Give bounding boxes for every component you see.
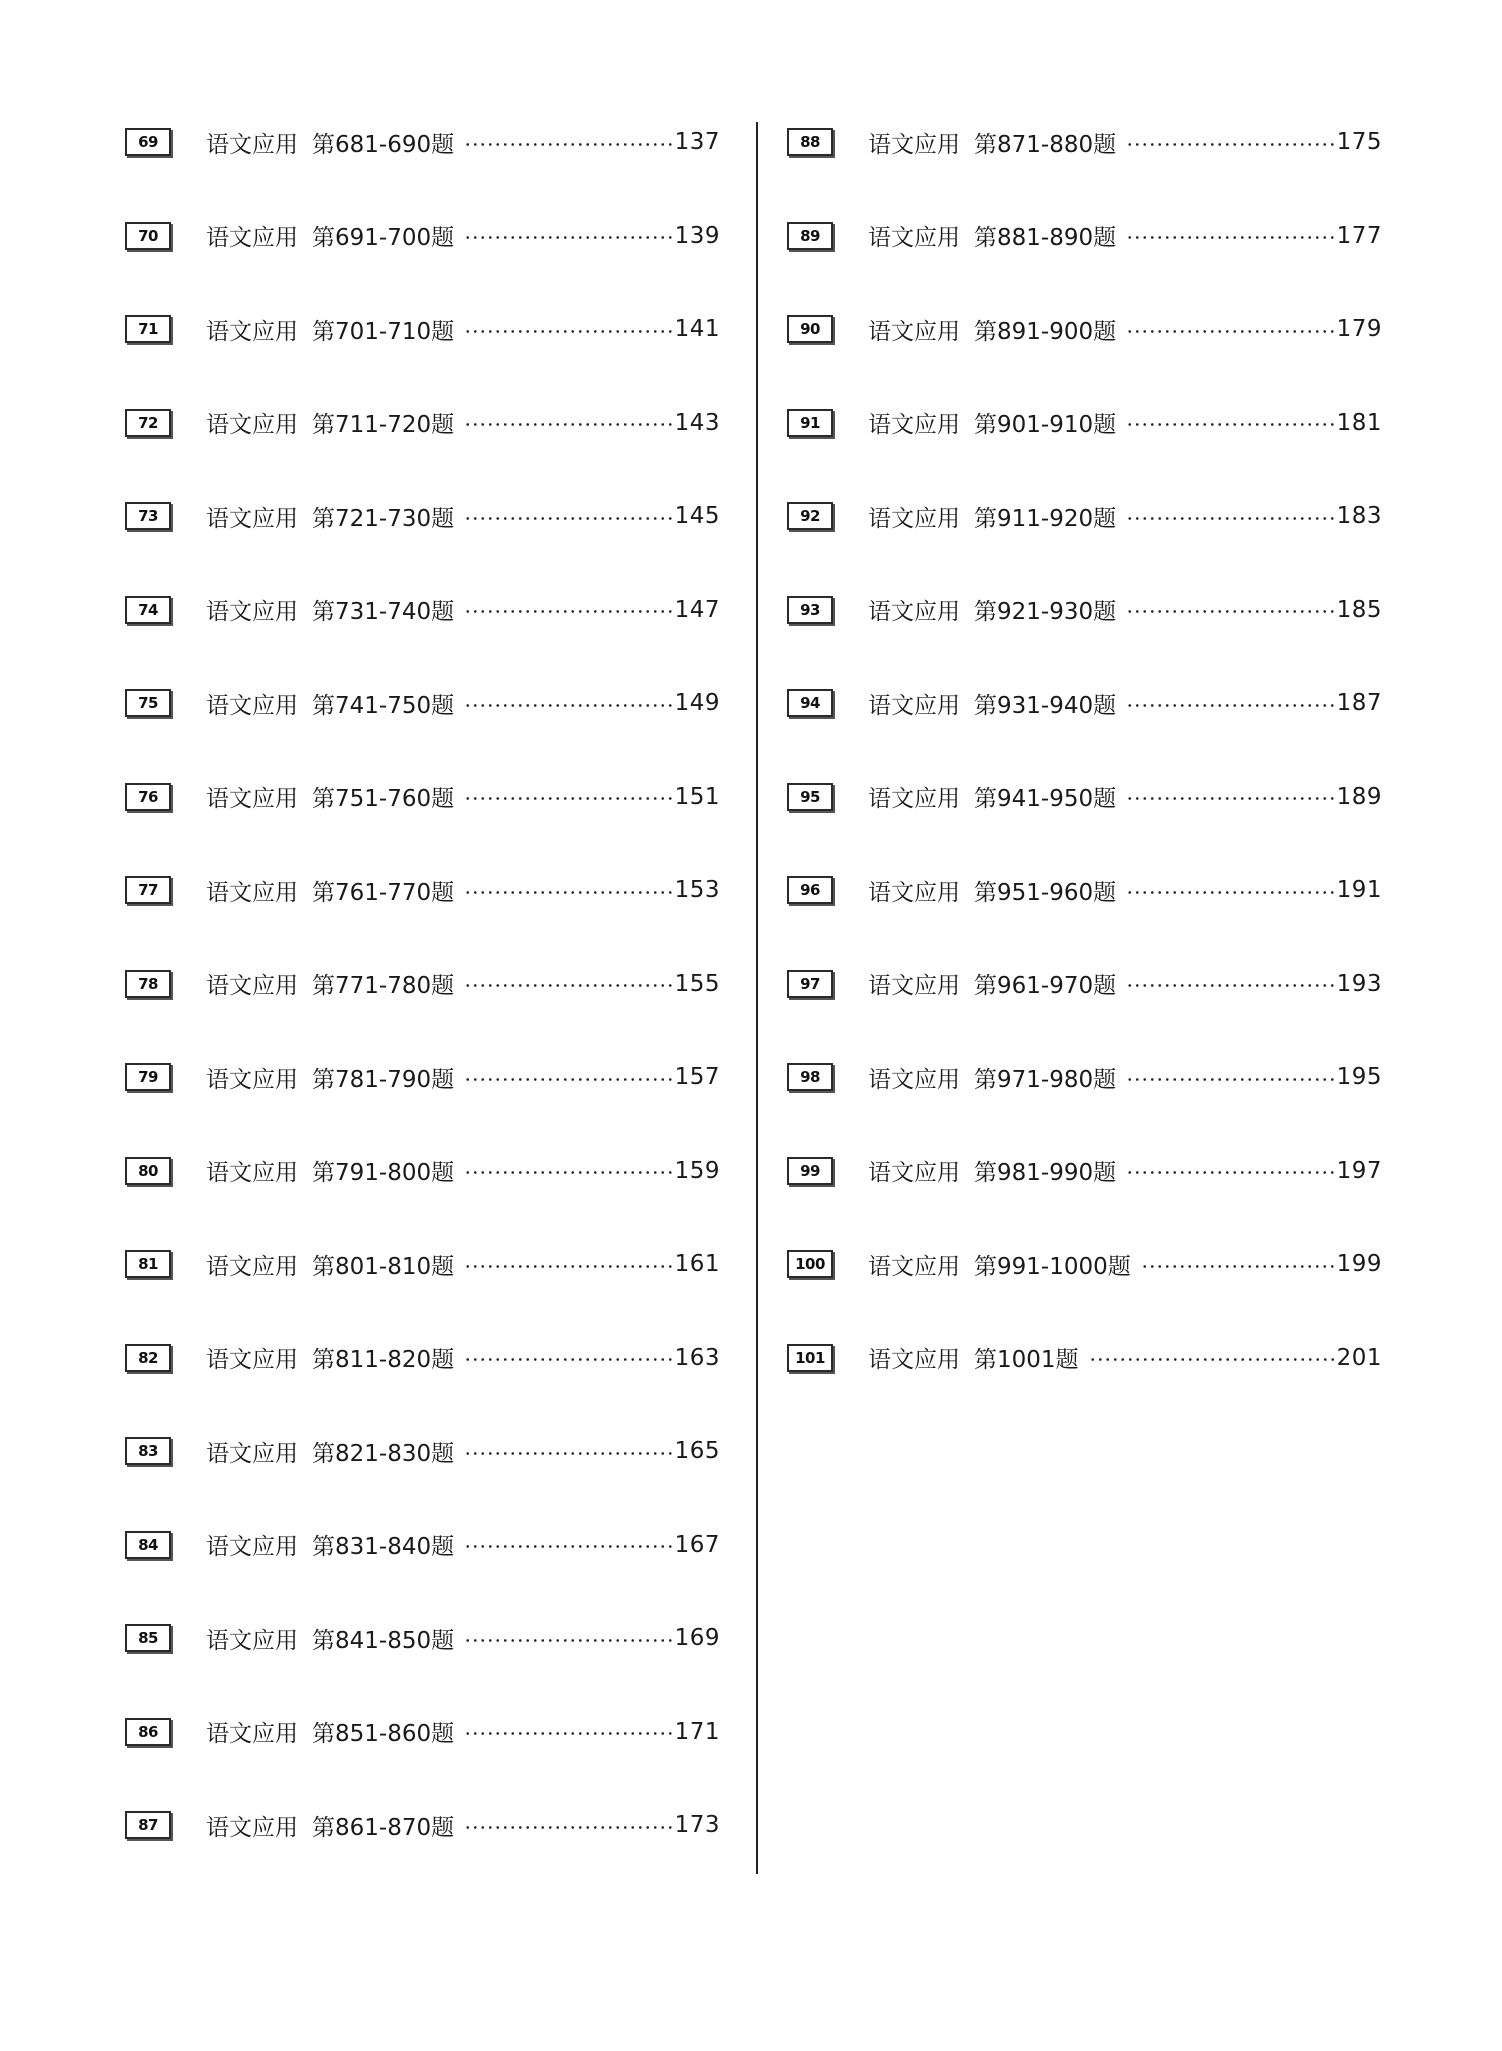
entry-question-range: 第711-720题	[312, 412, 455, 438]
dot-leader	[1126, 517, 1334, 520]
entry-page-number: 197	[1336, 1157, 1382, 1184]
entry-number-badge: 70	[125, 222, 171, 250]
entry-subject: 语文应用	[868, 692, 960, 719]
toc-entry[interactable]	[125, 1805, 720, 1845]
entry-subject: 语文应用	[206, 505, 298, 532]
entry-page-number: 151	[674, 783, 720, 810]
entry-question-range: 第821-830题	[312, 1440, 455, 1467]
entry-page-number: 169	[674, 1625, 720, 1651]
entry-number-badge: 86	[125, 1718, 171, 1746]
entry-question-range: 第731-740题	[312, 599, 455, 625]
toc-entry[interactable]	[787, 1338, 1382, 1378]
entry-subject: 语文应用	[206, 1721, 298, 1747]
entry-number-badge: 94	[787, 689, 833, 717]
entry-question-range: 第841-850题	[312, 1627, 455, 1654]
toc-entry[interactable]	[787, 590, 1382, 630]
toc-entry[interactable]	[125, 1244, 720, 1284]
entry-question-range: 第691-700题	[312, 225, 455, 251]
toc-entry[interactable]	[787, 309, 1382, 349]
dot-leader	[1126, 236, 1334, 239]
entry-number-badge: 75	[125, 689, 171, 717]
entry-question-range: 第761-770题	[312, 879, 455, 906]
dot-leader	[1126, 423, 1334, 426]
entry-number-badge: 100	[787, 1250, 833, 1278]
entry-question-range: 第941-950题	[974, 786, 1117, 812]
entry-subject: 语文应用	[206, 1534, 298, 1560]
entry-subject: 语文应用	[206, 225, 298, 251]
entry-subject: 语文应用	[868, 412, 960, 438]
dot-leader	[464, 1358, 672, 1361]
entry-subject: 语文应用	[206, 131, 298, 158]
dot-leader	[464, 1171, 672, 1174]
entry-subject: 语文应用	[868, 505, 960, 532]
entry-question-range: 第961-970题	[974, 973, 1117, 999]
entry-page-number: 187	[1336, 690, 1382, 716]
entry-page-number: 157	[674, 1064, 720, 1090]
entry-number-badge: 83	[125, 1437, 171, 1465]
entry-question-range: 第811-820题	[312, 1347, 455, 1373]
dot-leader	[464, 236, 672, 239]
entry-page-number: 189	[1336, 783, 1382, 810]
toc-entry[interactable]	[125, 1338, 720, 1378]
toc-entry[interactable]	[125, 870, 720, 910]
dot-leader	[464, 1078, 672, 1081]
toc-entry[interactable]	[125, 1151, 720, 1191]
entry-question-range: 第801-810题	[312, 1253, 455, 1280]
entry-number-badge: 99	[787, 1157, 833, 1185]
entry-number-badge: 74	[125, 596, 171, 624]
toc-entry[interactable]	[125, 1618, 720, 1658]
entry-page-number: 183	[1336, 503, 1382, 529]
entry-subject: 语文应用	[206, 599, 298, 625]
entry-page-number: 143	[674, 409, 720, 436]
entry-question-range: 第981-990题	[974, 1160, 1117, 1186]
entry-question-range: 第1001题	[974, 1347, 1079, 1373]
entry-question-range: 第681-690题	[312, 131, 455, 158]
entry-question-range: 第831-840题	[312, 1534, 455, 1560]
entry-subject: 语文应用	[868, 973, 960, 999]
toc-entry[interactable]	[787, 122, 1382, 162]
entry-subject: 语文应用	[206, 1160, 298, 1186]
dot-leader	[464, 1732, 672, 1735]
dot-leader	[1126, 1171, 1334, 1174]
entry-subject: 语文应用	[868, 225, 960, 251]
toc-entry[interactable]	[125, 496, 720, 536]
entry-number-badge: 85	[125, 1624, 171, 1652]
entry-number-badge: 78	[125, 970, 171, 998]
entry-page-number: 165	[674, 1438, 720, 1464]
entry-question-range: 第701-710题	[312, 318, 455, 345]
entry-page-number: 155	[674, 970, 720, 997]
entry-page-number: 173	[674, 1812, 720, 1838]
dot-leader	[464, 984, 672, 987]
entry-page-number: 137	[674, 129, 720, 155]
column-divider	[756, 122, 758, 1874]
toc-entry[interactable]	[787, 216, 1382, 256]
entry-question-range: 第741-750题	[312, 692, 455, 719]
entry-number-badge: 92	[787, 502, 833, 530]
entry-page-number: 147	[674, 596, 720, 623]
entry-number-badge: 71	[125, 315, 171, 343]
dot-leader	[464, 517, 672, 520]
entry-subject: 语文应用	[868, 1347, 960, 1373]
entry-page-number: 161	[674, 1251, 720, 1277]
entry-subject: 语文应用	[206, 973, 298, 999]
entry-page-number: 185	[1336, 596, 1382, 623]
dot-leader	[1089, 1358, 1335, 1361]
entry-question-range: 第971-980题	[974, 1066, 1117, 1093]
dot-leader	[1126, 143, 1334, 146]
entry-question-range: 第921-930题	[974, 599, 1117, 625]
entry-page-number: 167	[674, 1531, 720, 1558]
toc-entry[interactable]	[125, 1712, 720, 1752]
toc-entry[interactable]	[787, 777, 1382, 817]
dot-leader	[1126, 610, 1334, 613]
toc-entry[interactable]	[125, 1431, 720, 1471]
entry-subject: 语文应用	[868, 1160, 960, 1186]
toc-entry[interactable]	[787, 964, 1382, 1004]
entry-subject: 语文应用	[206, 1627, 298, 1654]
entry-number-badge: 95	[787, 783, 833, 811]
entry-number-badge: 80	[125, 1157, 171, 1185]
entry-number-badge: 91	[787, 409, 833, 437]
entry-question-range: 第881-890题	[974, 225, 1117, 251]
toc-entry[interactable]	[787, 683, 1382, 723]
toc-entry[interactable]	[125, 964, 720, 1004]
toc-entry[interactable]	[125, 122, 720, 162]
toc-entry[interactable]	[787, 870, 1382, 910]
entry-subject: 语文应用	[868, 1066, 960, 1093]
dot-leader	[464, 330, 672, 333]
dot-leader	[1126, 330, 1334, 333]
dot-leader	[1126, 1078, 1334, 1081]
entry-page-number: 149	[674, 690, 720, 716]
entry-number-badge: 79	[125, 1063, 171, 1091]
entry-number-badge: 77	[125, 876, 171, 904]
entry-question-range: 第751-760题	[312, 786, 455, 812]
entry-number-badge: 98	[787, 1063, 833, 1091]
toc-entry[interactable]	[125, 1525, 720, 1565]
entry-page-number: 195	[1336, 1064, 1382, 1090]
entry-question-range: 第901-910题	[974, 412, 1117, 438]
entry-subject: 语文应用	[206, 1066, 298, 1093]
entry-page-number: 179	[1336, 316, 1382, 342]
entry-subject: 语文应用	[206, 692, 298, 719]
entry-number-badge: 76	[125, 783, 171, 811]
entry-page-number: 141	[674, 316, 720, 342]
entry-page-number: 139	[674, 222, 720, 249]
entry-page-number: 193	[1336, 970, 1382, 997]
dot-leader	[464, 891, 672, 894]
toc-entry[interactable]	[125, 403, 720, 443]
entry-subject: 语文应用	[206, 318, 298, 345]
dot-leader	[1126, 984, 1334, 987]
dot-leader	[1126, 704, 1334, 707]
toc-entry[interactable]	[125, 216, 720, 256]
entry-page-number: 177	[1336, 222, 1382, 249]
dot-leader	[1126, 891, 1334, 894]
dot-leader	[464, 704, 672, 707]
entry-number-badge: 101	[787, 1344, 833, 1372]
entry-question-range: 第791-800题	[312, 1160, 455, 1186]
entry-page-number: 199	[1336, 1251, 1382, 1277]
toc-entry[interactable]	[787, 403, 1382, 443]
entry-subject: 语文应用	[206, 1814, 298, 1841]
entry-page-number: 191	[1336, 877, 1382, 903]
toc-entry[interactable]	[125, 683, 720, 723]
entry-question-range: 第991-1000题	[974, 1253, 1131, 1280]
toc-entry[interactable]	[787, 1057, 1382, 1097]
entry-question-range: 第891-900题	[974, 318, 1117, 345]
entry-number-badge: 84	[125, 1531, 171, 1559]
dot-leader	[464, 1265, 672, 1268]
entry-subject: 语文应用	[206, 1347, 298, 1373]
entry-page-number: 201	[1336, 1344, 1382, 1371]
toc-entry[interactable]	[787, 1151, 1382, 1191]
entry-number-badge: 69	[125, 128, 171, 156]
dot-leader	[464, 797, 672, 800]
entry-subject: 语文应用	[206, 879, 298, 906]
entry-page-number: 145	[674, 503, 720, 529]
entry-page-number: 163	[674, 1344, 720, 1371]
toc-entry[interactable]	[125, 309, 720, 349]
entry-subject: 语文应用	[206, 1440, 298, 1467]
entry-subject: 语文应用	[868, 1253, 960, 1280]
dot-leader	[1141, 1265, 1335, 1268]
dot-leader	[464, 423, 672, 426]
entry-subject: 语文应用	[868, 786, 960, 812]
entry-question-range: 第781-790题	[312, 1066, 455, 1093]
dot-leader	[464, 1826, 672, 1829]
entry-number-badge: 73	[125, 502, 171, 530]
entry-question-range: 第861-870题	[312, 1814, 455, 1841]
toc-entry[interactable]	[125, 777, 720, 817]
entry-question-range: 第951-960题	[974, 879, 1117, 906]
entry-page-number: 171	[674, 1718, 720, 1745]
dot-leader	[464, 1452, 672, 1455]
entry-number-badge: 81	[125, 1250, 171, 1278]
entry-subject: 语文应用	[868, 599, 960, 625]
dot-leader	[464, 610, 672, 613]
toc-entry[interactable]	[125, 1057, 720, 1097]
dot-leader	[1126, 797, 1334, 800]
entry-subject: 语文应用	[206, 1253, 298, 1280]
entry-number-badge: 82	[125, 1344, 171, 1372]
entry-number-badge: 90	[787, 315, 833, 343]
entry-number-badge: 87	[125, 1811, 171, 1839]
entry-question-range: 第721-730题	[312, 505, 455, 532]
entry-number-badge: 96	[787, 876, 833, 904]
entry-question-range: 第851-860题	[312, 1721, 455, 1747]
dot-leader	[464, 143, 672, 146]
entry-subject: 语文应用	[868, 318, 960, 345]
entry-number-badge: 97	[787, 970, 833, 998]
entry-page-number: 153	[674, 877, 720, 903]
entry-subject: 语文应用	[868, 131, 960, 158]
entry-subject: 语文应用	[206, 412, 298, 438]
entry-number-badge: 93	[787, 596, 833, 624]
entry-page-number: 175	[1336, 129, 1382, 155]
entry-number-badge: 89	[787, 222, 833, 250]
entry-page-number: 159	[674, 1157, 720, 1184]
toc-entry[interactable]	[125, 590, 720, 630]
entry-subject: 语文应用	[868, 879, 960, 906]
entry-question-range: 第871-880题	[974, 131, 1117, 158]
entry-question-range: 第771-780题	[312, 973, 455, 999]
toc-entry[interactable]	[787, 1244, 1382, 1284]
dot-leader	[464, 1545, 672, 1548]
dot-leader	[464, 1639, 672, 1642]
entry-number-badge: 88	[787, 128, 833, 156]
entry-number-badge: 72	[125, 409, 171, 437]
entry-question-range: 第931-940题	[974, 692, 1117, 719]
entry-subject: 语文应用	[206, 786, 298, 812]
toc-entry[interactable]	[787, 496, 1382, 536]
entry-question-range: 第911-920题	[974, 505, 1117, 532]
entry-page-number: 181	[1336, 409, 1382, 436]
